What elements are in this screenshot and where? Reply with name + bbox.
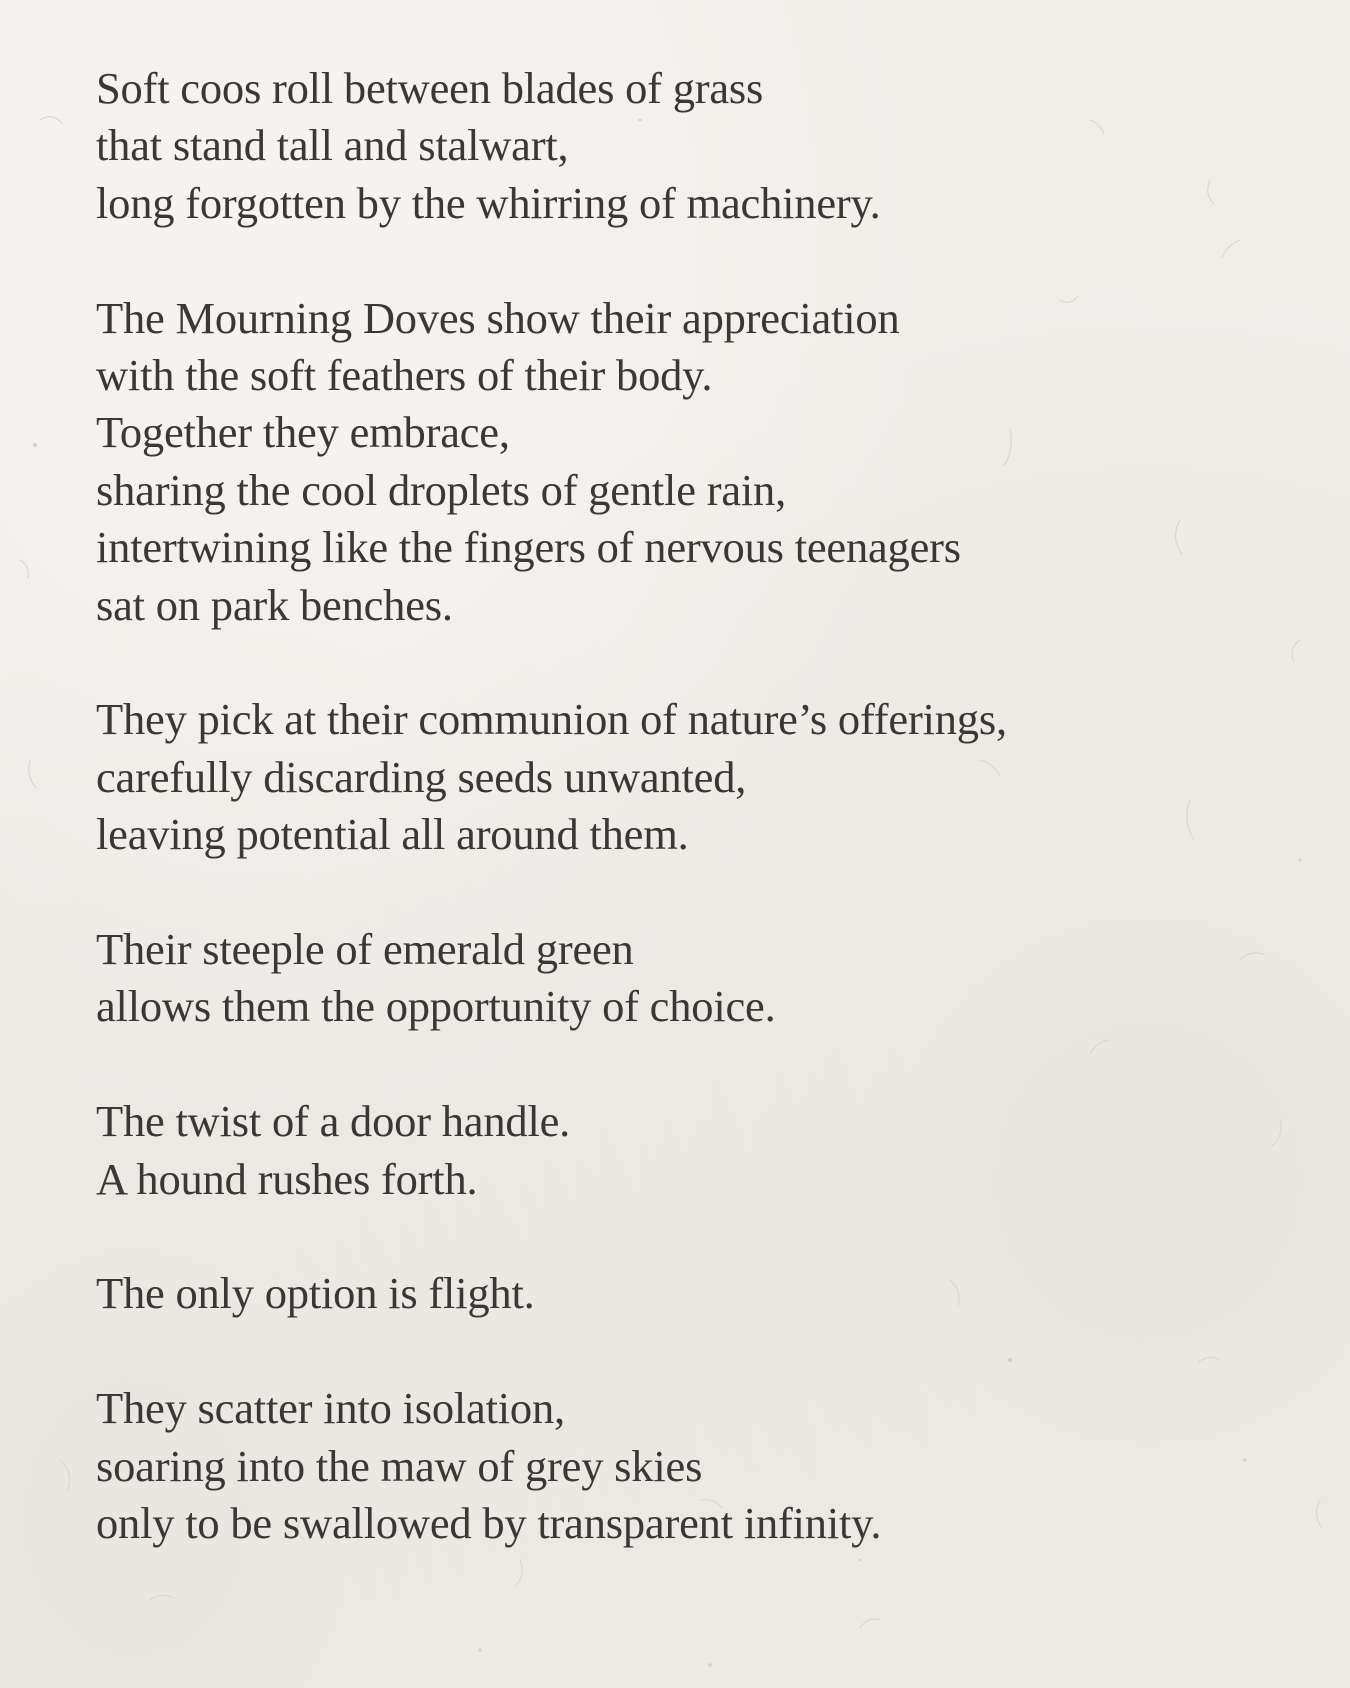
stanza-7: [96, 1380, 1256, 1552]
poem-line: They pick at their communion of nature’s offerings,: [96, 694, 1007, 745]
poem-line: soaring into the maw of grey skies: [96, 1440, 703, 1491]
stanza-3: [96, 691, 1256, 863]
stanza-6: [96, 1265, 1256, 1322]
stanza-5: [96, 1093, 1256, 1208]
poem-line: carefully discarding seeds unwanted,: [96, 751, 747, 802]
poem-body: [96, 60, 1256, 1552]
poem-line: leaving potential all around them.: [96, 809, 689, 860]
poem-line: The only option is flight.: [96, 1268, 535, 1319]
poem-line: sharing the cool droplets of gentle rain,: [96, 464, 787, 515]
poem-line: The Mourning Doves show their appreciation: [96, 292, 900, 343]
poem-line: intertwining like the fingers of nervous teenagers: [96, 522, 961, 573]
poem-line: A hound rushes forth.: [96, 1153, 478, 1204]
poem-line: Together they embrace,: [96, 407, 510, 458]
stanza-2: [96, 290, 1256, 634]
poem-line: Soft coos roll between blades of grass: [96, 63, 764, 113]
poem-line: Their steeple of emerald green: [96, 924, 634, 975]
stanza-1: [96, 60, 1256, 232]
stanza-4: [96, 921, 1256, 1036]
poem-line: sat on park benches.: [96, 579, 453, 630]
poem-line: They scatter into isolation,: [96, 1383, 565, 1434]
poem-line: only to be swallowed by transparent infinity.: [96, 1498, 882, 1549]
poem-line: that stand tall and stalwart,: [96, 120, 569, 171]
poem-line: allows them the opportunity of choice.: [96, 981, 776, 1032]
poem-line: long forgotten by the whirring of machinery.: [96, 177, 881, 228]
poem-line: with the soft feathers of their body.: [96, 350, 713, 401]
poem-line: The twist of a door handle.: [96, 1096, 571, 1147]
